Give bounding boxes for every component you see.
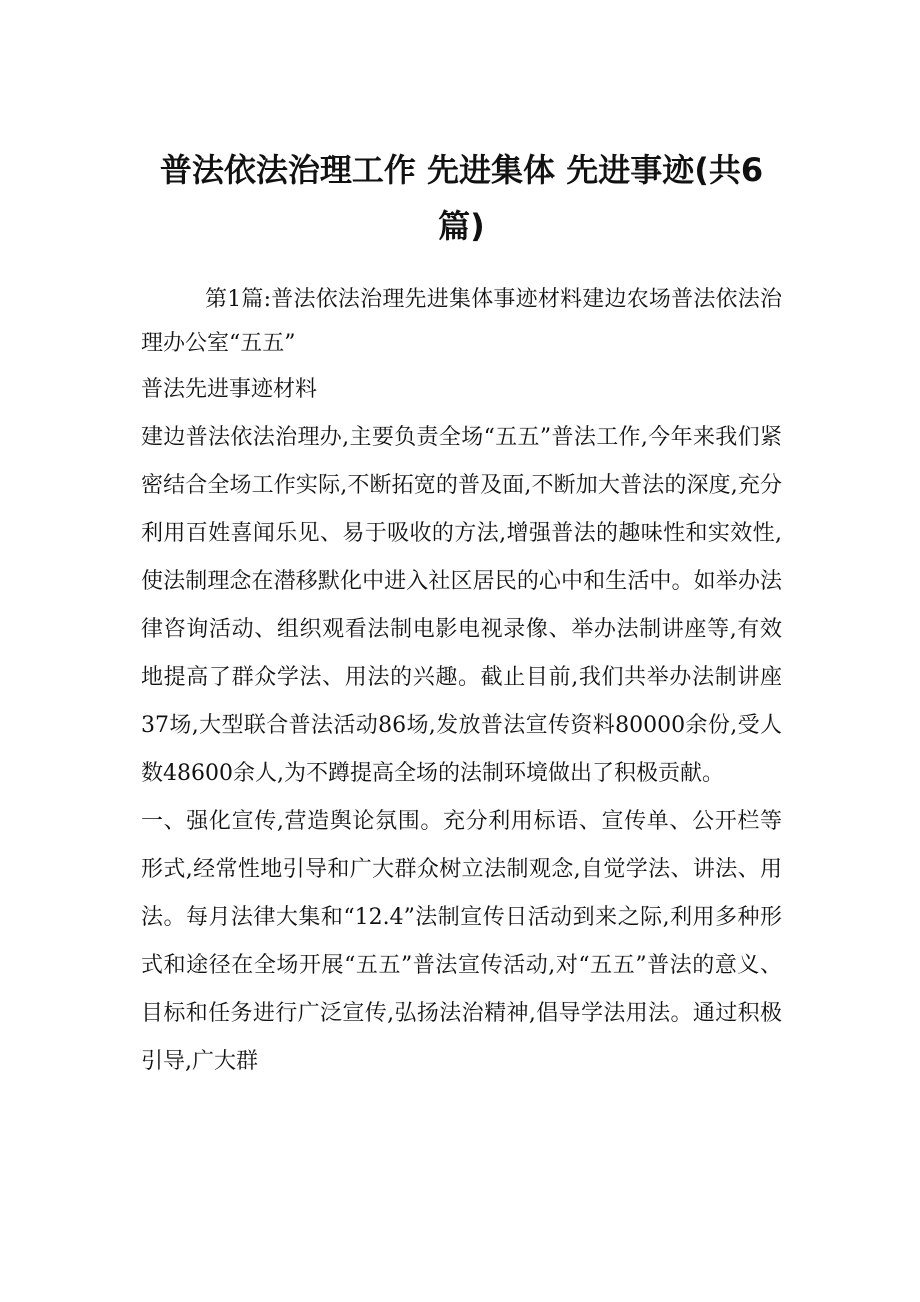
section-heading: 第1篇:普法依法治理先进集体事迹材料建边农场普法依法治理办公室“五五” bbox=[141, 287, 782, 356]
body-paragraph: 一、强化宣传,营造舆论氛围。充分利用标语、宣传单、公开栏等形式,经常性地引导和广大群众树立法制观念,自觉学法、讲法、用法。每月法律大集和“12.4”法制宣传日活动到来之际,利用多种形式和途径在全场开展“五五”普法宣传活动,对“五五”普法的意义、目标和任务进行广泛宣传,弘扬法治精神,倡导学法用法。通过积极引导,广大群 bbox=[141, 809, 782, 1074]
document-title: 普法依法治理工作 先进集体 先进事迹(共6篇) bbox=[159, 151, 764, 245]
body-paragraph: 建边普法依法治理办,主要负责全场“五五”普法工作,今年来我们紧密结合全场工作实际,不断拓宽的普及面,不断加大普法的深度,充分利用百姓喜闻乐见、易于吸收的方法,增强普法的趣味性和实效性,使法制理念在潜移默化中进入社区居民的心中和生活中。如举办法律咨询活动、组织观看法制电影电视录像、举办法制讲座等,有效地提高了群众学法、用法的兴趣。截止目前,我们共举办法制讲座37场,大型联合普法活动86场,发放普法宣传资料80000余份,受人数48600余人,为不蹲提高全场的法制环境做出了积极贡献。 bbox=[141, 425, 782, 786]
sub-heading: 普法先进事迹材料 bbox=[141, 377, 318, 402]
